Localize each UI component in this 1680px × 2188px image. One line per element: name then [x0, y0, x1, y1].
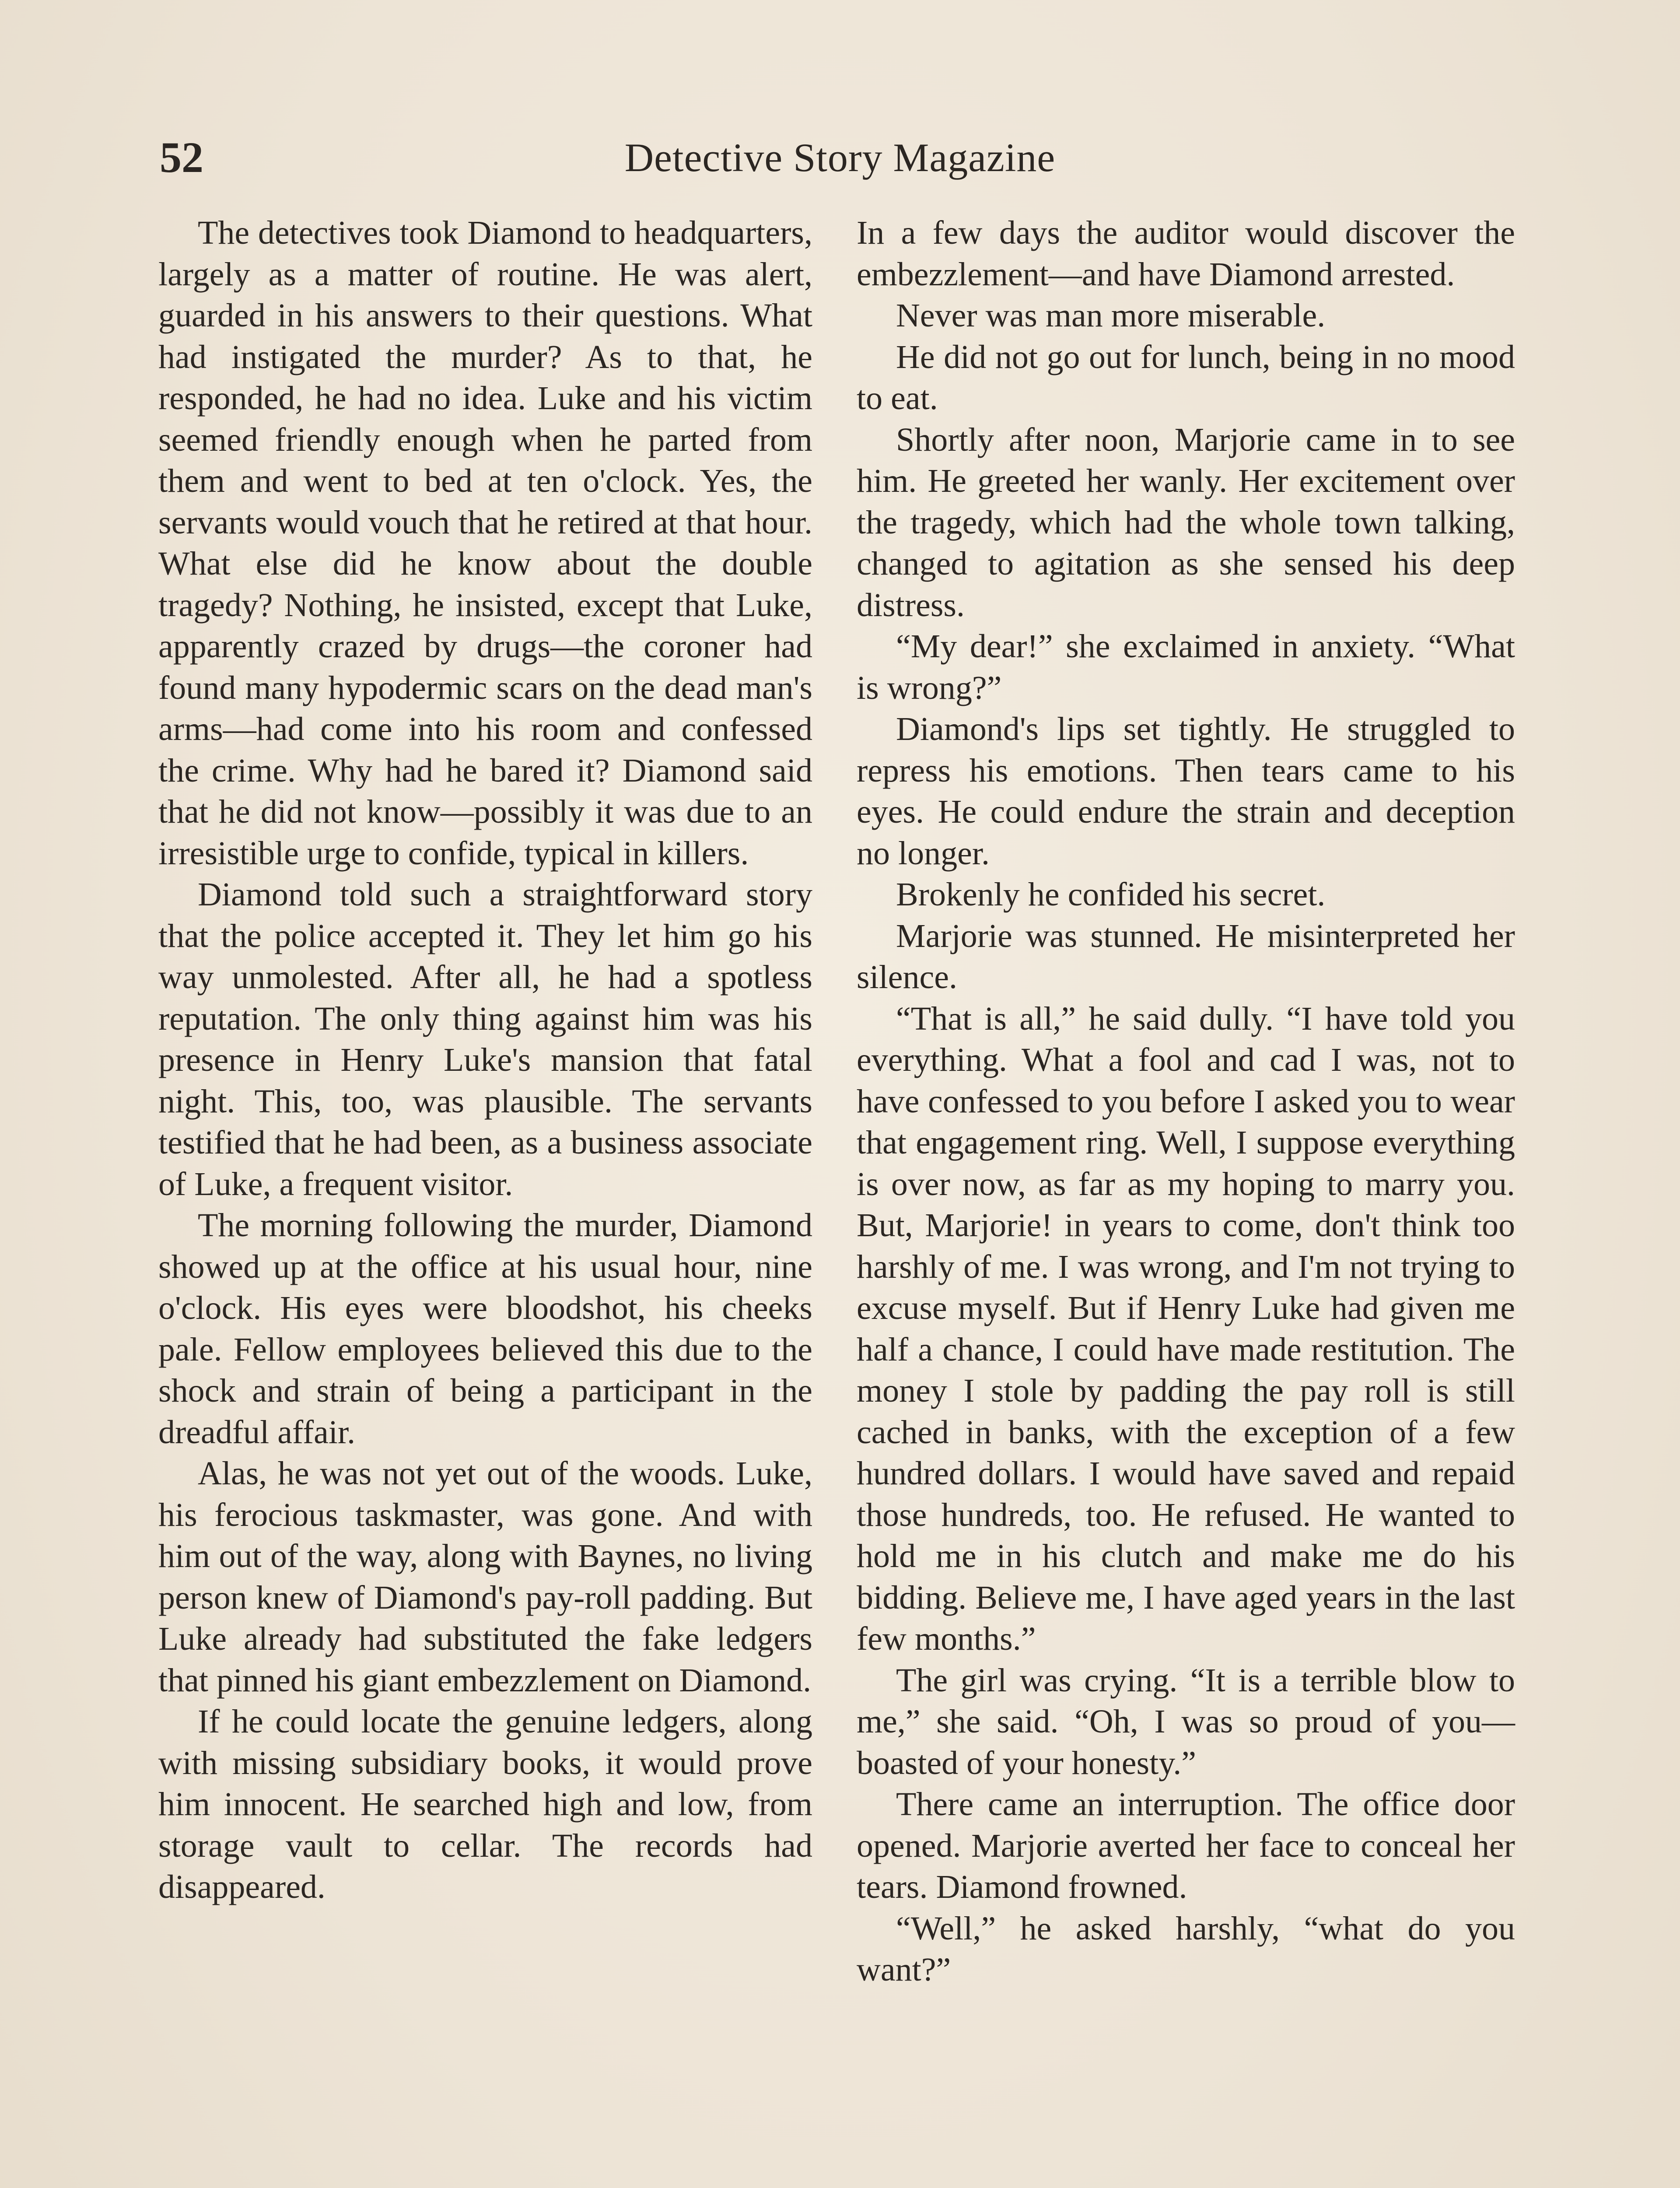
paragraph: The detectives took Diamond to headquarters, largely as a matter of routine. He was alert, guarded in his answers to their questions. What had instigated the murder? As to that, he responded, he had no idea. Luke and his victim seemed friendly enough when he parted from them and went to bed at ten o'clock. Yes, the servants would vouch that he retired at that hour. What else did he know about the double tragedy? Nothing, he insisted, except that Luke, apparently crazed by drugs—the coroner had found many hypodermic scars on the dead man's arms—had come into his room and confessed the crime. Why had he bared it? Diamond said that he did not know—possibly it was due to an irresistible urge to confide, typical in killers.: [158, 214, 812, 872]
paragraph: Diamond's lips set tightly. He struggled to repress his emotions. Then tears came to his eyes. He could endure the strain and deception no longer.: [857, 711, 1515, 872]
paragraph: The morning following the murder, Diamond showed up at the office at his usual hour, nine o'clock. His eyes were bloodshot, his cheeks pale. Fellow employees believed this due to the shock and strain of being a participant in the dreadful affair.: [158, 1207, 812, 1451]
running-title: Detective Story Magazine: [624, 135, 1056, 180]
paragraph: “That is all,” he said dully. “I have told you everything. What a fool and cad I was, not to have confessed to you before I asked you to wear that engagement ring. Well, I suppose everything is over now, as far as my hoping to marry you. But, Marjorie! in years to come, don't think too harshly of me. I was wrong, and I'm not trying to excuse myself. But if Henry Luke had given me half a chance, I could have made restitution. The money I stole by padding the pay roll is still cached in banks, with the exception of a few hundred dollars. I would have saved and repaid those hundreds, too. He refused. He wanted to hold me in his clutch and make me do his bidding. Believe me, I have aged years in the last few months.”: [857, 1000, 1515, 1657]
paragraph: “Well,” he asked harshly, “what do you want?”: [857, 1910, 1515, 1988]
paragraph: He did not go out for lunch, being in no mood to eat.: [857, 338, 1515, 417]
left-column: [158, 212, 812, 1908]
paragraph-continued: In a few days the auditor would discover the embezzlement—and have Diamond arrested.: [857, 214, 1515, 293]
paragraph: Brokenly he confided his secret.: [896, 876, 1326, 913]
paragraph: The girl was crying. “It is a terrible blow to me,” she said. “Oh, I was so proud of you—boasted of your honesty.”: [857, 1662, 1515, 1781]
right-column: [857, 212, 1515, 1991]
paragraph: “My dear!” she exclaimed in anxiety. “What is wrong?”: [857, 628, 1515, 706]
page-number: 52: [160, 133, 203, 182]
paragraph: Shortly after noon, Marjorie came in to see him. He greeted her wanly. Her excitement over the tragedy, which had the whole town talking, changed to agitation as she sensed his deep distress.: [857, 421, 1515, 624]
paragraph: Diamond told such a straightforward story that the police accepted it. They let him go his way unmolested. After all, he had a spotless reputation. The only thing against him was his presence in Henry Luke's mansion that fatal night. This, too, was plausible. The servants testified that he had been, as a business associate of Luke, a frequent visitor.: [158, 876, 812, 1203]
paragraph: Never was man more miserable.: [896, 297, 1326, 334]
paragraph: Marjorie was stunned. He misinterpreted her silence.: [857, 917, 1515, 996]
paragraph: Alas, he was not yet out of the woods. Luke, his ferocious taskmaster, was gone. And with him out of the way, along with Baynes, no living person knew of Diamond's pay-roll padding. But Luke already had substituted the fake ledgers that pinned his giant embezzlement on Diamond.: [158, 1455, 812, 1699]
page-header: [160, 127, 1520, 188]
paragraph: There came an interruption. The office door opened. Marjorie averted her face to conceal her tears. Diamond frowned.: [857, 1786, 1515, 1905]
paragraph: If he could locate the genuine ledgers, along with missing subsidiary books, it would prove him innocent. He searched high and low, from storage vault to cellar. The records had disappeared.: [158, 1703, 812, 1905]
